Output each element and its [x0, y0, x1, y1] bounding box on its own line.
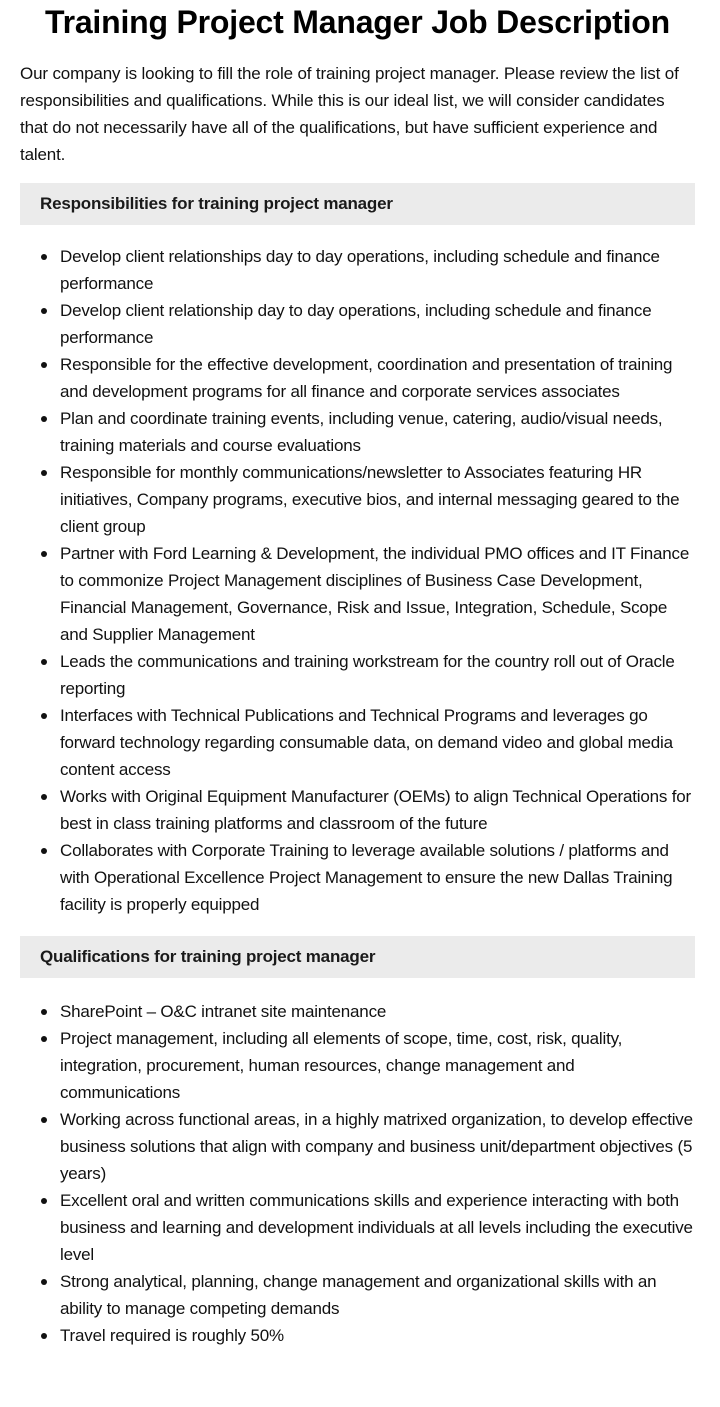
- list-item: [20, 837, 695, 918]
- list-item-text: Responsible for the effective development, coordination and presentation of training and development programs for all finance and corporate services associates: [60, 355, 673, 401]
- bullet-icon: [41, 1117, 47, 1123]
- intro-paragraph: Our company is looking to fill the role of training project manager. Please review the list of responsibilities and qualifications. While this is our ideal list, we will consider candidates that do not necessarily have all of the qualifications, but have sufficient experience and talent.: [20, 64, 679, 164]
- qualifications-heading: Qualifications for training project manager: [20, 936, 695, 978]
- list-item: [20, 1025, 695, 1106]
- list-item-text: Travel required is roughly 50%: [60, 1326, 284, 1345]
- bullet-icon: [41, 1279, 47, 1285]
- list-item-text: SharePoint – O&C intranet site maintenance: [60, 1002, 387, 1021]
- list-item: [20, 540, 695, 648]
- bullet-icon: [41, 848, 47, 854]
- list-item-text: Leads the communications and training workstream for the country roll out of Oracle reporting: [60, 652, 675, 698]
- list-item: [20, 459, 695, 540]
- list-item-text: Develop client relationships day to day operations, including schedule and finance performance: [60, 247, 660, 293]
- list-item: [20, 1187, 695, 1268]
- list-item-text: Interfaces with Technical Publications and Technical Programs and leverages go forward technology regarding consumable data, on demand video and global media content access: [60, 706, 673, 779]
- bullet-icon: [41, 713, 47, 719]
- list-item-text: Excellent oral and written communications skills and experience interacting with both business and learning and development individuals at all levels including the executive level: [60, 1191, 693, 1264]
- bullet-icon: [41, 308, 47, 314]
- list-item-text: Collaborates with Corporate Training to leverage available solutions / platforms and with Operational Excellence Project Management to ensure the new Dallas Training facility is properly equipped: [60, 841, 673, 914]
- list-item-text: Project management, including all elements of scope, time, cost, risk, quality, integration, procurement, human resources, change management and communications: [60, 1029, 623, 1102]
- bullet-icon: [41, 794, 47, 800]
- bullet-icon: [41, 416, 47, 422]
- list-item: [20, 1322, 695, 1349]
- list-item-text: Plan and coordinate training events, including venue, catering, audio/visual needs, training materials and course evaluations: [60, 409, 663, 455]
- list-item-text: Responsible for monthly communications/newsletter to Associates featuring HR initiatives, Company programs, executive bios, and internal messaging geared to the client group: [60, 463, 680, 536]
- bullet-icon: [41, 1198, 47, 1204]
- bullet-icon: [41, 1036, 47, 1042]
- responsibilities-list: [20, 243, 695, 918]
- list-item: [20, 648, 695, 702]
- page-title: Training Project Manager Job Description: [44, 4, 671, 40]
- list-item: [20, 998, 695, 1025]
- list-item: [20, 351, 695, 405]
- bullet-icon: [41, 470, 47, 476]
- list-item: [20, 405, 695, 459]
- bullet-icon: [41, 551, 47, 557]
- list-item-text: Works with Original Equipment Manufacturer (OEMs) to align Technical Operations for best in class training platforms and classroom of the future: [60, 787, 691, 833]
- responsibilities-heading: Responsibilities for training project manager: [20, 183, 695, 225]
- bullet-icon: [41, 254, 47, 260]
- list-item-text: Partner with Ford Learning & Development, the individual PMO offices and IT Finance to commonize Project Management disciplines of Business Case Development, Financial Management, Governance, Risk and Issue, Integration, Schedule, Scope and Supplier Management: [60, 544, 690, 644]
- list-item-text: Working across functional areas, in a highly matrixed organization, to develop effective business solutions that align with company and business unit/department objectives (5 years): [60, 1110, 693, 1183]
- list-item-text: Develop client relationship day to day operations, including schedule and finance performance: [60, 301, 652, 347]
- bullet-icon: [41, 1009, 47, 1015]
- list-item: [20, 783, 695, 837]
- list-item: [20, 243, 695, 297]
- bullet-icon: [41, 362, 47, 368]
- list-item-text: Strong analytical, planning, change management and organizational skills with an ability to manage competing demands: [60, 1272, 657, 1318]
- list-item: [20, 702, 695, 783]
- list-item: [20, 1106, 695, 1187]
- list-item: [20, 297, 695, 351]
- bullet-icon: [41, 659, 47, 665]
- qualifications-list: [20, 998, 695, 1349]
- list-item: [20, 1268, 695, 1322]
- bullet-icon: [41, 1333, 47, 1339]
